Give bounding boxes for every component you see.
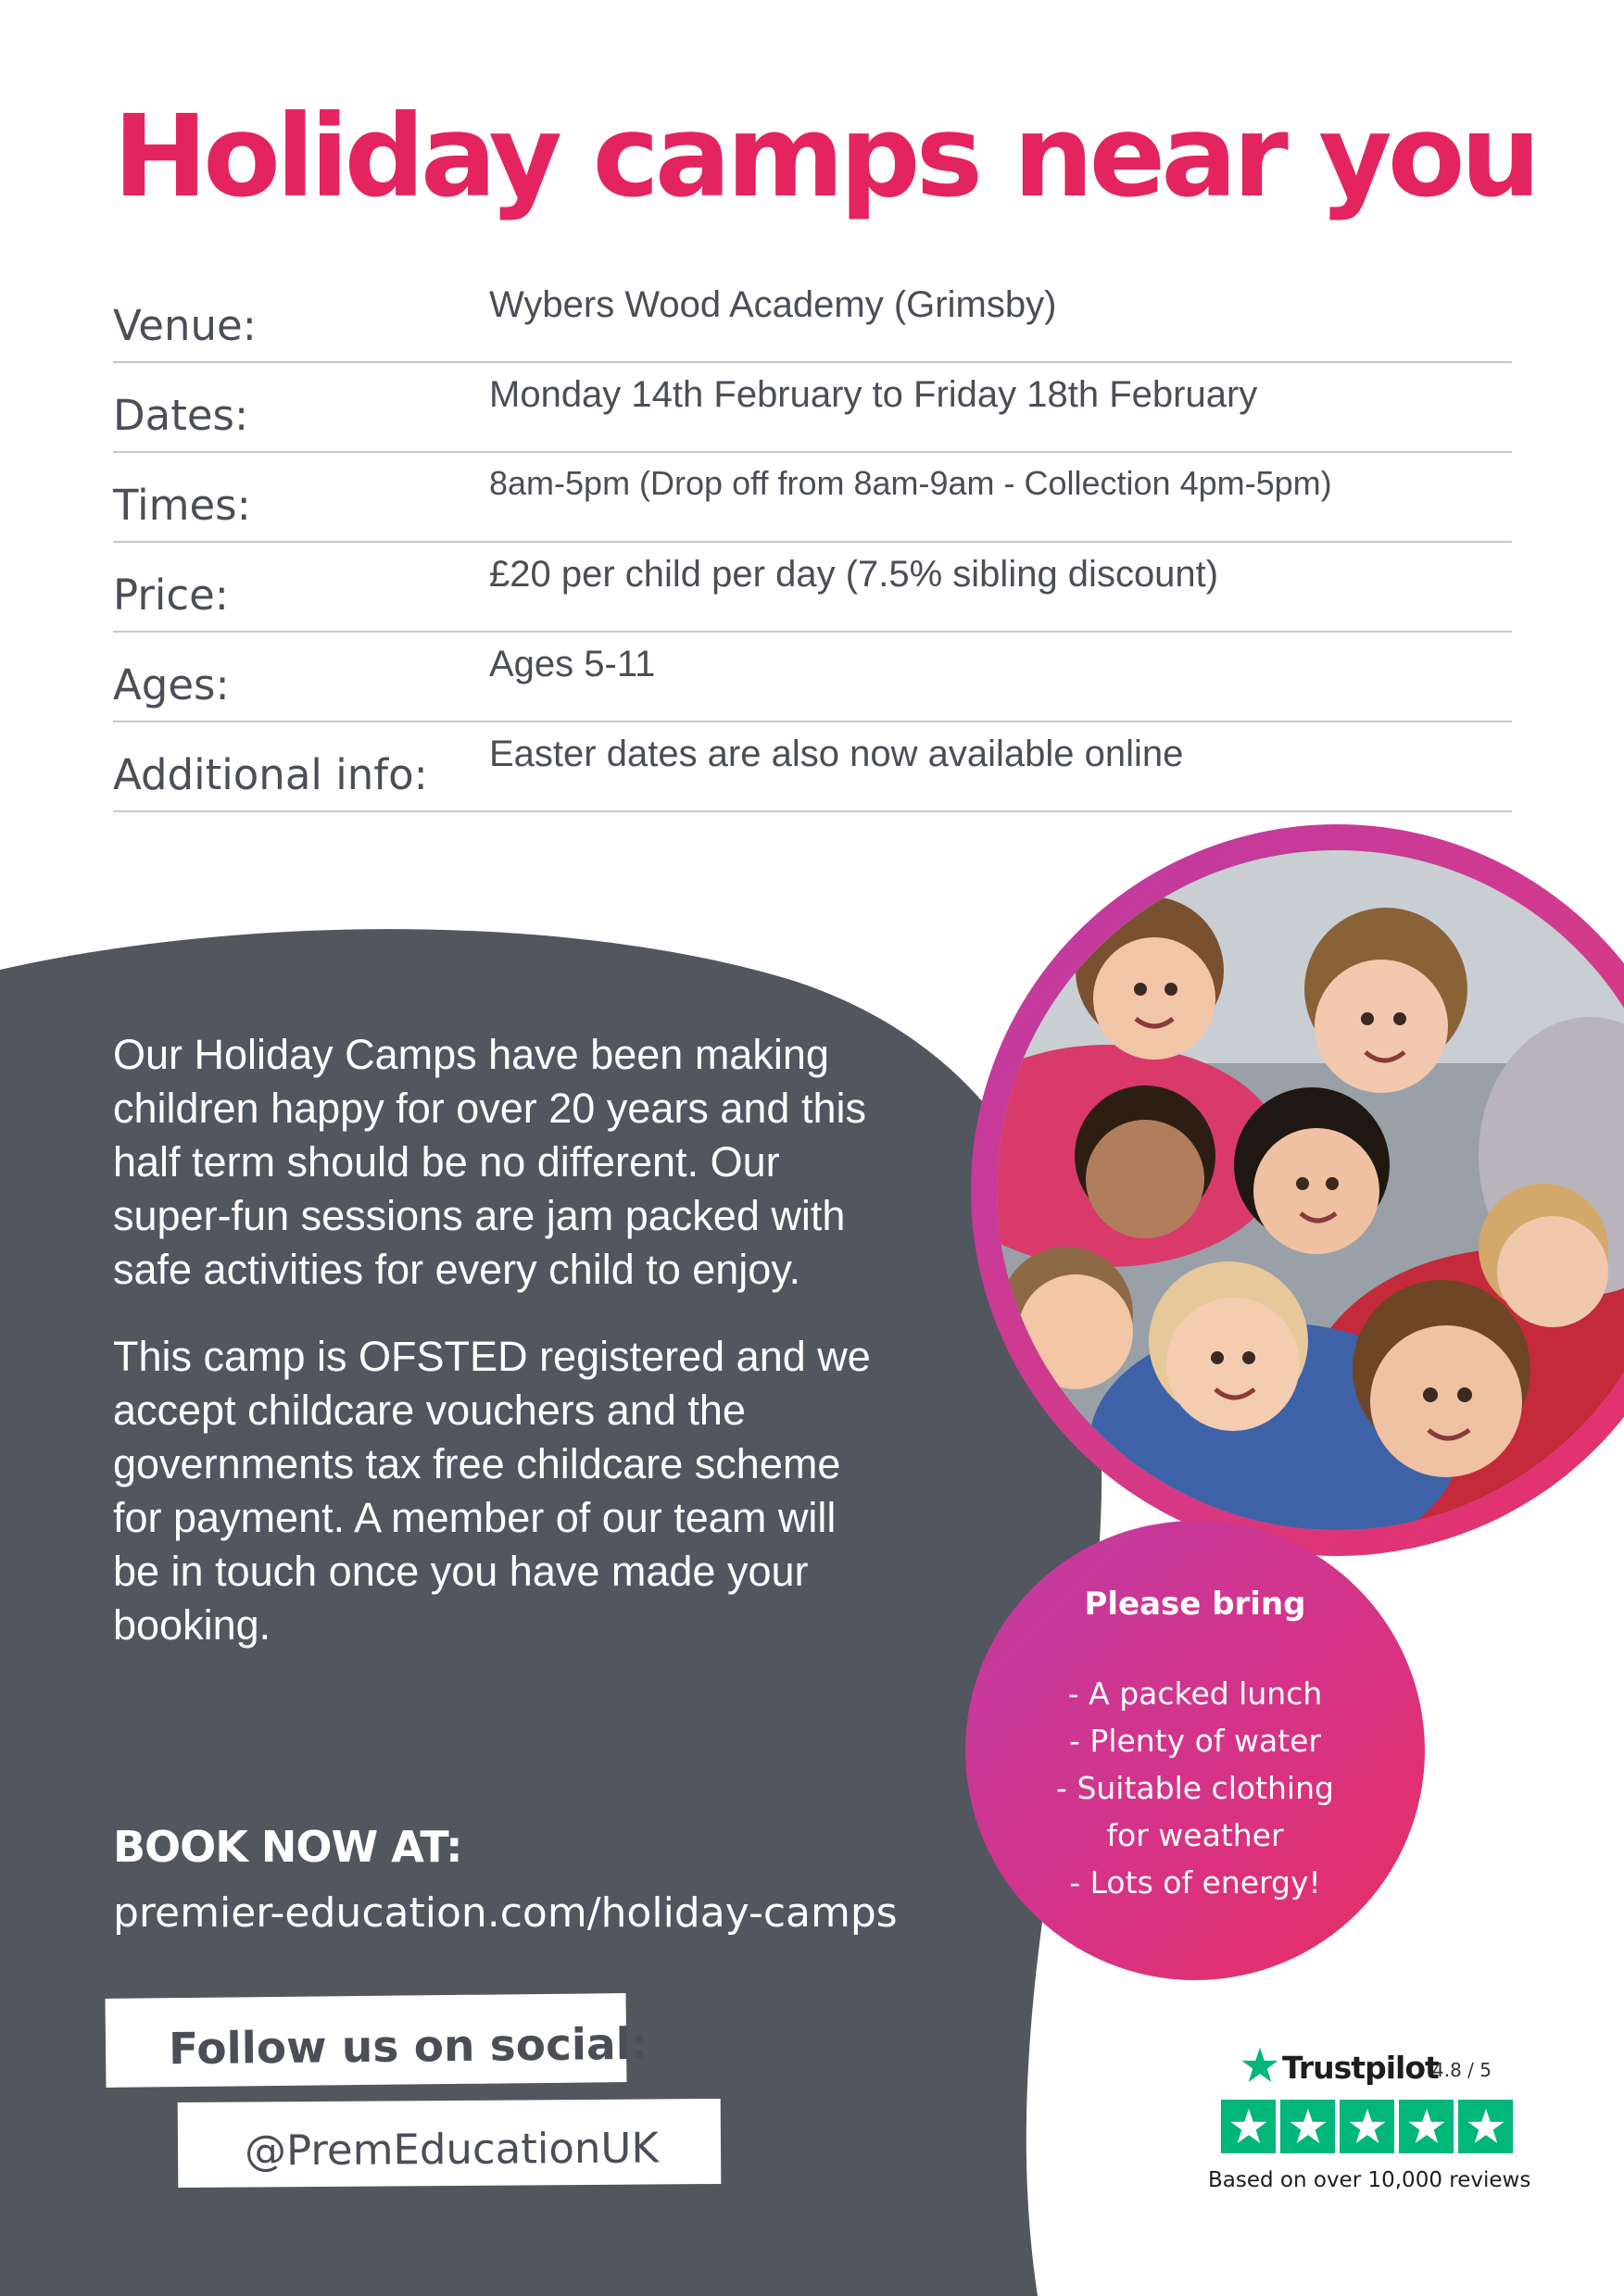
trustpilot-star-icon <box>1240 2045 1280 2086</box>
intro-text <box>113 1028 891 1686</box>
trustpilot-rating <box>1195 2042 1531 2192</box>
additional-info-value: Easter dates are also now available online <box>489 734 1184 774</box>
intro-paragraph-2: This camp is OFSTED registered and we accept childcare vouchers and the governments tax free childcare scheme for payment. A member of our team will be in touch once you have made your booking. <box>113 1333 871 1649</box>
follow-us-label: Follow us on social: <box>106 1993 627 2088</box>
star-icon <box>1399 2100 1454 2153</box>
list-item: - Suitable clothing <box>1056 1770 1334 1806</box>
page-title: Holiday camps near you <box>113 91 1537 222</box>
list-item: - Lots of energy! <box>1069 1864 1321 1901</box>
price-value: £20 per child per day (7.5% sibling discount) <box>489 554 1219 595</box>
booking-url-link[interactable]: premier-education.com/holiday-camps <box>113 1889 898 1937</box>
ages-label: Ages: <box>113 660 230 709</box>
list-item: for weather <box>1106 1817 1284 1853</box>
star-icon <box>1458 2100 1513 2153</box>
intro-paragraph-1: Our Holiday Camps have been making children happy for over 20 years and this half term should be no different. Our super-fun sessions are jam packed with safe activities for every child to enjoy. <box>113 1031 866 1293</box>
dates-value: Monday 14th February to Friday 18th February <box>489 374 1258 415</box>
star-icon <box>1280 2100 1335 2153</box>
please-bring-list <box>965 1670 1425 1906</box>
trustpilot-score: 4.8 / 5 <box>1432 2059 1492 2081</box>
list-item: - Plenty of water <box>1069 1723 1321 1759</box>
list-item: - A packed lunch <box>1067 1675 1323 1712</box>
trustpilot-stars <box>1221 2100 1513 2153</box>
venue-value: Wybers Wood Academy (Grimsby) <box>489 284 1057 325</box>
book-now-label: BOOK NOW AT: <box>113 1822 462 1872</box>
price-label: Price: <box>113 571 229 620</box>
star-icon <box>1221 2100 1276 2153</box>
venue-label: Venue: <box>113 301 257 350</box>
ages-value: Ages 5-11 <box>489 644 656 684</box>
please-bring-title: Please bring <box>1084 1586 1306 1623</box>
trustpilot-reviews: Based on over 10,000 reviews <box>1208 2168 1531 2192</box>
please-bring-circle <box>965 1521 1425 1980</box>
additional-info-label: Additional info: <box>113 750 428 799</box>
social-handle-link[interactable]: @PremEducationUK <box>178 2099 722 2188</box>
times-value: 8am-5pm (Drop off from 8am-9am - Collection 4pm-5pm) <box>489 464 1332 502</box>
times-label: Times: <box>113 481 251 530</box>
dates-label: Dates: <box>113 391 249 440</box>
trustpilot-brand: Trustpilot <box>1282 2050 1439 2086</box>
star-icon <box>1340 2100 1394 2153</box>
trustpilot-header <box>1195 2042 1529 2094</box>
